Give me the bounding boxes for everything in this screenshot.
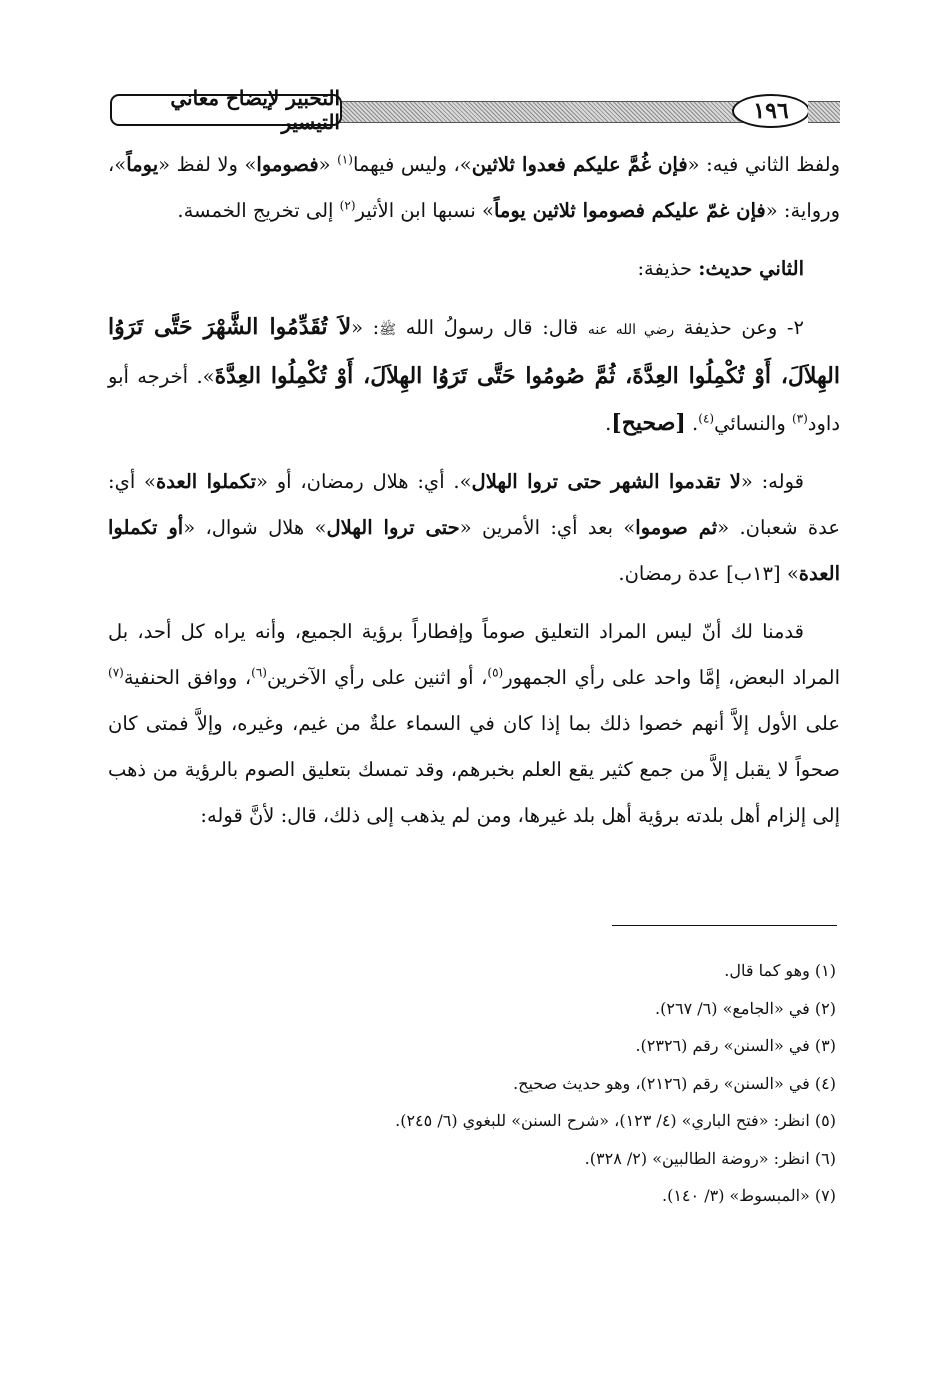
footnote-ref: (٣) bbox=[791, 411, 808, 426]
text-run: » نسبها ابن الأثير bbox=[355, 199, 494, 222]
paragraph-5 bbox=[108, 609, 840, 839]
text-run: ٢- وعن حذيفة bbox=[674, 316, 804, 339]
text-run: حذيفة: bbox=[637, 257, 699, 280]
text-run: . bbox=[685, 412, 699, 435]
footnote-ref: (١) bbox=[337, 152, 353, 167]
text-run: . bbox=[605, 412, 612, 435]
main-text bbox=[108, 142, 840, 851]
text-run: »، وليس فيهما bbox=[352, 153, 472, 176]
bold-quote: لا تقدموا الشهر حتى تروا الهلال bbox=[471, 470, 741, 493]
text-run: قال: قال رسولُ الله bbox=[396, 316, 588, 339]
text-run: قوله: « bbox=[740, 470, 804, 493]
paragraph-1 bbox=[108, 142, 840, 234]
text-run: قدمنا لك أنّ ليس المراد التعليق صوماً وإفطاراً برؤية الجميع، وأنه يراه كل أحد، بل المراد البعض، إمَّا واحد على رأي الجمهور bbox=[108, 620, 840, 689]
hadith-text: لاَ تُقَدِّمُوا الشَّهْرَ حَتَّى تَرَوُا الهِلاَلَ، أَوْ تُكْمِلُوا العِدَّةَ، ثُمَّ صُومُوا حَتَّى تَرَوُا الهِلاَلَ، أَوْ تُكْمِلُوا العِدَّةَ bbox=[108, 314, 840, 389]
section-label: الثاني حديث: bbox=[698, 257, 804, 280]
text-run: » ولا لفظ « bbox=[158, 153, 257, 176]
text-run: ولفظ الثاني فيه: « bbox=[687, 153, 840, 176]
footnote-ref: (٥) bbox=[487, 665, 504, 680]
footnote-1: (١) وهو كما قال. bbox=[724, 961, 836, 980]
footnote-4: (٤) في «السنن» رقم (٢١٢٦)، وهو حديث صحيح. bbox=[513, 1073, 836, 1093]
footnote-2: (٢) في «الجامع» (٦/ ٢٦٧). bbox=[655, 998, 836, 1018]
footnote-separator bbox=[612, 925, 837, 926]
bold-quote: فإن غُمَّ عليكم فعدوا ثلاثين bbox=[471, 153, 688, 176]
text-run: على الأول إلاَّ أنهم خصوا ذلك بما إذا كان في السماء علةٌ من غيم، وغيره، وإلاَّ فمتى كان صحواً لا يقبل إلاَّ من جمع كثير يقع العلم بخبرهم، وقد تمسك بتعليق الصوم بالرؤية من ذهب إلى إلزام أهل بلدته برؤية أهل بلد غيرها، ومن لم يذهب إلى ذلك، قال: لأنَّ قوله: bbox=[108, 712, 840, 827]
text-run: »، ورواية: « bbox=[108, 153, 840, 222]
bold-quote: فإن غمّ عليكم فصوموا ثلاثين يوماً bbox=[493, 199, 766, 222]
honorific: رضي الله عنه bbox=[587, 322, 675, 338]
footnote-3: (٣) في «السنن» رقم (٢٣٢٦). bbox=[635, 1036, 836, 1055]
bold-quote: أو تكملوا العدة bbox=[108, 516, 840, 585]
paragraph-2 bbox=[108, 246, 840, 292]
paragraph-4 bbox=[108, 459, 840, 597]
header-decorative-band bbox=[340, 101, 745, 123]
footnotes bbox=[108, 952, 840, 1215]
page-number: ١٩٦ bbox=[732, 94, 810, 128]
bold-quote: تكملوا العدة bbox=[155, 470, 257, 493]
text-run: » أي: عدة شعبان. « bbox=[108, 470, 840, 539]
text-run: ». أي: هلال رمضان، أو « bbox=[256, 470, 472, 493]
footnote-6: (٦) انظر: «روضة الطالبين» (٢/ ٣٢٨). bbox=[584, 1148, 836, 1168]
header-decorative-tail bbox=[808, 101, 840, 123]
text-run: ، ووافق الحنفية bbox=[123, 666, 252, 689]
bold-quote: يوماً bbox=[126, 153, 159, 176]
footnote-7: (٧) «المبسوط» (٣/ ١٤٠). bbox=[662, 1186, 836, 1205]
book-title: التحبير لإيضاح معاني التيسير bbox=[110, 94, 342, 126]
honorific: ﷺ bbox=[379, 322, 397, 338]
text-run: » هلال شوال، « bbox=[183, 516, 327, 539]
text-run: » [١٣ب] عدة رمضان. bbox=[618, 562, 799, 585]
text-run: إلى تخريج الخمسة. bbox=[177, 199, 340, 222]
bold-quote: حتى تروا الهلال bbox=[326, 516, 460, 539]
footnote-5: (٥) انظر: «فتح الباري» (٤/ ١٢٣)، «شرح السنن» للبغوي (٦/ ٢٤٥). bbox=[395, 1111, 836, 1130]
text-run: ». أخرجه أبو داود bbox=[108, 365, 840, 435]
text-run: والنسائي bbox=[714, 412, 792, 435]
text-run: « bbox=[318, 153, 338, 176]
grading-label: [صحيح] bbox=[611, 410, 686, 436]
footnote-ref: (٧) bbox=[108, 665, 124, 680]
footnote-ref: (٤) bbox=[698, 411, 715, 426]
footnote-ref: (٢) bbox=[339, 198, 356, 213]
text-run: : « bbox=[351, 316, 380, 339]
footnote-ref: (٦) bbox=[251, 665, 267, 680]
hadith-paragraph bbox=[108, 304, 840, 447]
text-run: ، أو اثنين على رأي الآخرين bbox=[266, 666, 488, 689]
bold-quote: فصوموا bbox=[256, 153, 319, 176]
bold-quote: ثم صوموا bbox=[635, 516, 718, 539]
page-header bbox=[110, 86, 840, 136]
text-run: » بعد أي: الأمرين « bbox=[459, 516, 636, 539]
